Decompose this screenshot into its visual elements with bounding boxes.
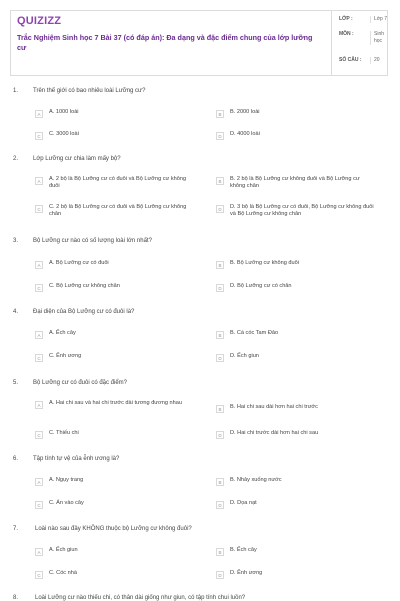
option-letter: A <box>35 401 43 409</box>
class-label: LỚP : <box>339 16 353 22</box>
option-text: A. Bộ Lưỡng cư có đuôi <box>49 260 109 266</box>
question-text: Bộ Lưỡng cư nào có số lượng loài lớn nhất? <box>33 238 152 244</box>
option-letter: A <box>35 110 43 118</box>
option-b[interactable] <box>216 477 376 486</box>
question-number: 2. <box>13 156 19 162</box>
question-number: 8. <box>13 595 19 601</box>
option-letter: D <box>216 431 224 439</box>
question-text: Tập tính tự vệ của ễnh ương là? <box>33 456 120 462</box>
option-c[interactable] <box>35 353 195 362</box>
option-c[interactable] <box>35 570 195 579</box>
option-b[interactable] <box>216 547 376 556</box>
option-text: A. 2 bộ là Bộ Lưỡng cư có đuôi và Bộ Lưỡng cư không đuôi <box>49 176 187 190</box>
worksheet-header <box>10 10 388 76</box>
question-number: 4. <box>13 309 19 315</box>
option-text: C. 3000 loài <box>49 131 79 137</box>
option-letter: D <box>216 571 224 579</box>
option-d[interactable] <box>216 283 376 292</box>
option-text: B. Bộ Lưỡng cư không đuôi <box>230 260 300 266</box>
option-letter: B <box>216 110 224 118</box>
option-b[interactable] <box>216 260 376 269</box>
option-letter: B <box>216 405 224 413</box>
option-text: D. Ễnh ương <box>230 570 263 576</box>
option-text: B. Ếch cây <box>230 547 257 553</box>
option-letter: D <box>216 132 224 140</box>
question-text: Lớp Lưỡng cư chia làm mấy bộ? <box>33 156 121 162</box>
option-text: B. Nhảy xuống nước <box>230 477 282 483</box>
option-text: B. Hai chi sau dài hơn hai chi trước <box>230 404 318 410</box>
question-text: Bộ Lưỡng cư có đuôi có đặc điểm? <box>33 380 128 386</box>
option-c[interactable] <box>35 430 195 439</box>
option-d[interactable] <box>216 430 376 439</box>
option-text: B. 2000 loài <box>230 109 260 115</box>
question-text: Đại diện của Bộ Lưỡng cư có đuôi là? <box>33 309 135 315</box>
question-text: Loài Lưỡng cư nào thiếu chi, có thân dài giống như giun, có tập tính chui luồn? <box>35 595 246 601</box>
option-text: D. 3 bộ là Bộ Lưỡng cư có đuôi, Bộ Lưỡng cư không đuôi và Bộ Lưỡng cư không chân <box>230 204 374 218</box>
question-number: 5. <box>13 380 19 386</box>
question-number: 7. <box>13 526 19 532</box>
option-letter: C <box>35 571 43 579</box>
option-a[interactable] <box>35 330 195 339</box>
question-number: 3. <box>13 238 19 244</box>
option-a[interactable] <box>35 260 195 269</box>
option-d[interactable] <box>216 204 376 218</box>
option-d[interactable] <box>216 353 376 362</box>
option-text: D. Hai chi trước dài hơn hai chi sau <box>230 430 319 436</box>
option-a[interactable] <box>35 477 195 486</box>
option-d[interactable] <box>216 570 376 579</box>
option-letter: B <box>216 548 224 556</box>
worksheet-title: Trắc Nghiệm Sinh học 7 Bài 37 (có đáp án): Đa dạng và đặc điểm chung của lớp lưỡng cư <box>17 33 313 52</box>
option-d[interactable] <box>216 131 376 140</box>
option-text: A. Ếch cây <box>49 330 76 336</box>
question-number: 1. <box>13 88 19 94</box>
option-text: C. Ễnh ương <box>49 353 82 359</box>
question-text: Trên thế giới có bao nhiêu loài Lưỡng cư? <box>33 88 146 94</box>
option-b[interactable] <box>216 109 376 118</box>
option-letter: C <box>35 205 43 213</box>
option-letter: A <box>35 548 43 556</box>
option-text: A. Ngụy trang <box>49 477 84 483</box>
option-letter: B <box>216 331 224 339</box>
option-text: B. 2 bộ là Bộ Lưỡng cư không đuôi và Bộ Lưỡng cư không chân <box>230 176 360 190</box>
question-number: 6. <box>13 456 19 462</box>
option-c[interactable] <box>35 131 195 140</box>
option-a[interactable] <box>35 109 195 118</box>
option-b[interactable] <box>216 404 376 413</box>
option-letter: A <box>35 177 43 185</box>
option-letter: A <box>35 478 43 486</box>
option-text: C. Cóc nhà <box>49 570 77 576</box>
option-text: A. 1000 loài <box>49 109 79 115</box>
option-letter: D <box>216 284 224 292</box>
subject-label: MÔN : <box>339 31 354 37</box>
header-divider <box>331 11 332 75</box>
option-text: C. Thiếu chi <box>49 430 79 436</box>
option-text: B. Cá cóc Tam Đảo <box>230 330 279 336</box>
option-text: D. Ếch giun <box>230 353 259 359</box>
class-value: Lớp 7 <box>370 16 392 23</box>
option-letter: A <box>35 331 43 339</box>
option-text: C. Ẩn vào cây <box>49 500 84 506</box>
option-letter: D <box>216 205 224 213</box>
option-text: A. Ếch giun <box>49 547 78 553</box>
option-a[interactable] <box>35 547 195 556</box>
option-letter: C <box>35 132 43 140</box>
option-c[interactable] <box>35 283 195 292</box>
subject-value: Sinh học <box>370 31 392 45</box>
option-letter: C <box>35 354 43 362</box>
option-a[interactable] <box>35 176 195 190</box>
option-d[interactable] <box>216 500 376 509</box>
option-letter: C <box>35 284 43 292</box>
option-letter: C <box>35 431 43 439</box>
quizizz-logo: QUIZIZZ <box>17 15 62 27</box>
option-b[interactable] <box>216 176 376 190</box>
option-a[interactable] <box>35 400 195 409</box>
option-letter: B <box>216 478 224 486</box>
option-text: A. Hai chi sau và hai chi trước dài tương đương nhau <box>49 400 182 406</box>
option-letter: B <box>216 177 224 185</box>
option-letter: C <box>35 501 43 509</box>
option-c[interactable] <box>35 500 195 509</box>
option-c[interactable] <box>35 204 195 218</box>
option-text: C. Bộ Lưỡng cư không chân <box>49 283 120 289</box>
option-text: C. 2 bộ là Bộ Lưỡng cư có đuôi và Bộ Lưỡng cư không chân <box>49 204 187 218</box>
option-letter: B <box>216 261 224 269</box>
option-text: D. Dọa nạt <box>230 500 257 506</box>
option-text: D. 4000 loài <box>230 131 260 137</box>
option-letter: D <box>216 501 224 509</box>
option-text: D. Bộ Lưỡng cư có chân <box>230 283 292 289</box>
option-letter: D <box>216 354 224 362</box>
count-label: SỐ CÂU : <box>339 57 362 63</box>
option-b[interactable] <box>216 330 376 339</box>
question-text: Loài nào sau đây KHÔNG thuộc bộ Lưỡng cư không đuôi? <box>35 526 192 532</box>
option-letter: A <box>35 261 43 269</box>
count-value: 20 <box>370 57 392 64</box>
